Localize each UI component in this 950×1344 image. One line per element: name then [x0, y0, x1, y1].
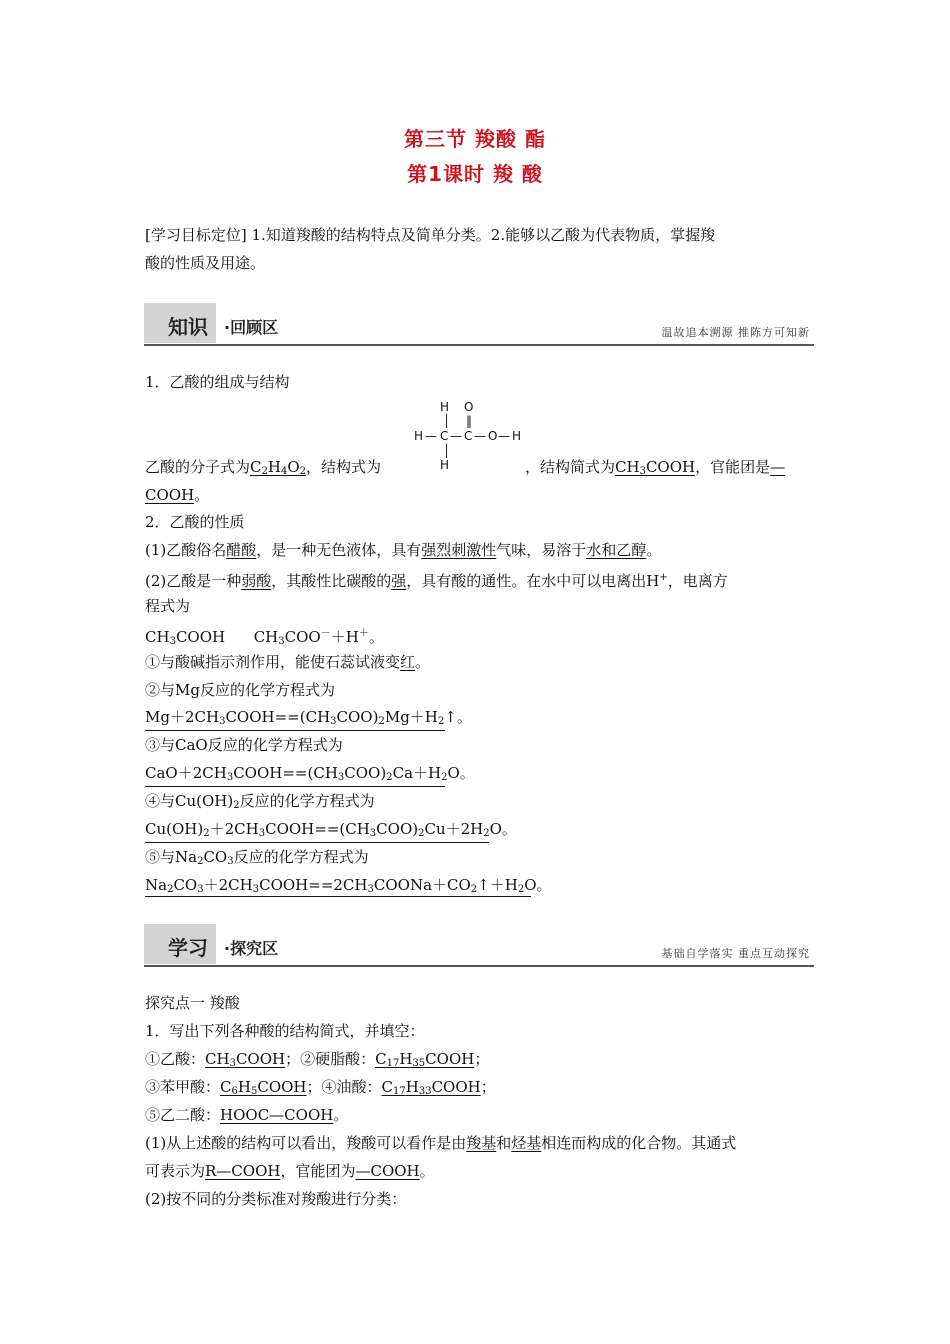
review-banner — [144, 303, 814, 347]
reaction-2-equation: $Mg+2CH_3COOH==(CH_3COO)_2Mg+H_2↑$。 — [145, 708, 472, 727]
reaction-1: ①与酸碱指示剂作用，能使石蕊试液变红。 — [145, 653, 431, 671]
reaction-2-label: ②与Mg反应的化学方程式为 — [145, 681, 335, 699]
answer-line — [145, 896, 531, 897]
acetic-acid-structure: H O │ ‖ H — C — C — O — H │ H — [414, 400, 522, 472]
answer-line — [145, 786, 445, 787]
section-heading: 1．乙酸的组成与结构 — [145, 373, 290, 391]
banner-title: 知识 — [168, 315, 208, 339]
answer-line-3: ⑤乙二酸：HOOC—COOH。 — [145, 1106, 349, 1124]
property-1: (1)乙酸俗名醋酸，是一种无色液体，具有强烈刺激性气味，易溶于水和乙醇。 — [145, 541, 662, 559]
statement-1-cont: 可表示为R—COOH，官能团为—COOH。 — [145, 1162, 435, 1180]
property-2: (2)乙酸是一种弱酸，其酸性比碳酸的强，具有酸的通性。在水中可以电离出H+，电离方 — [145, 572, 728, 590]
section-heading-2: 2．乙酸的性质 — [145, 513, 245, 531]
question-1: 1．写出下列各种酸的结构简式，并填空： — [145, 1022, 425, 1040]
explore-banner — [144, 924, 814, 968]
banner-rule — [144, 965, 814, 967]
simple-formula-line: ，结构简式为$CH_3COOH$，官能团是— — [525, 458, 786, 477]
functional-group: COOH。 — [145, 486, 210, 504]
answer-line — [145, 842, 489, 843]
banner-subtitle: ·回顾区 — [224, 318, 279, 337]
answer-line-2: ③苯甲酸：$C_6H_5COOH$；④油酸：$C_{17}H_{33}COOH$； — [145, 1078, 496, 1097]
statement-1: (1)从上述酸的结构可以看出，羧酸可以看作是由羧基和烃基相连而构成的化合物。其通式 — [145, 1134, 737, 1152]
answer-line — [145, 730, 445, 731]
reaction-5-label: ⑤与$Na_2CO_3$反应的化学方程式为 — [145, 848, 369, 867]
reaction-4-equation: $Cu(OH)_2+2CH_3COOH==(CH_3COO)_2Cu+2H_2O$。 — [145, 820, 517, 839]
banner-rule — [144, 344, 814, 346]
formula-line: 乙酸的分子式为$C_2H_4O_2$，结构式为 — [145, 458, 382, 477]
banner-motto: 温故追本溯源 推陈方可知新 — [661, 326, 810, 339]
reaction-3-equation: $CaO+2CH_3COOH==(CH_3COO)_2Ca+H_2O$。 — [145, 764, 475, 783]
ionization-equation: $CH_3COOH$ $CH_3COO^-+H^+$。 — [145, 628, 384, 647]
lesson-title: 第1课时 羧 酸 — [407, 162, 543, 186]
objective-line-1: [学习目标定位] 1.知道羧酸的结构特点及简单分类。2.能够以乙酸为代表物质，掌握羧 — [145, 226, 716, 244]
reaction-4-label: ④与$Cu(OH)_2$反应的化学方程式为 — [145, 792, 375, 811]
banner-subtitle: ·探究区 — [224, 939, 279, 958]
banner-title: 学习 — [168, 936, 208, 960]
banner-motto: 基础自学落实 重点互动探究 — [661, 947, 810, 960]
statement-2: (2)按不同的分类标准对羧酸进行分类： — [145, 1190, 407, 1208]
property-2-cont: 程式为 — [145, 597, 191, 615]
answer-line-1: ①乙酸：$CH_3COOH$；②硬脂酸：$C_{17}H_{35}COOH$； — [145, 1050, 490, 1069]
reaction-3-label: ③与CaO反应的化学方程式为 — [145, 736, 343, 754]
reaction-5-equation: $Na_2CO_3+2CH_3COOH==2CH_3COONa+CO_2↑+H_2O$。 — [145, 876, 552, 895]
page-title: 第三节 羧酸 酯 — [404, 127, 546, 151]
objective-line-2: 酸的性质及用途。 — [145, 254, 266, 272]
explore-point: 探究点一 羧酸 — [145, 994, 240, 1012]
